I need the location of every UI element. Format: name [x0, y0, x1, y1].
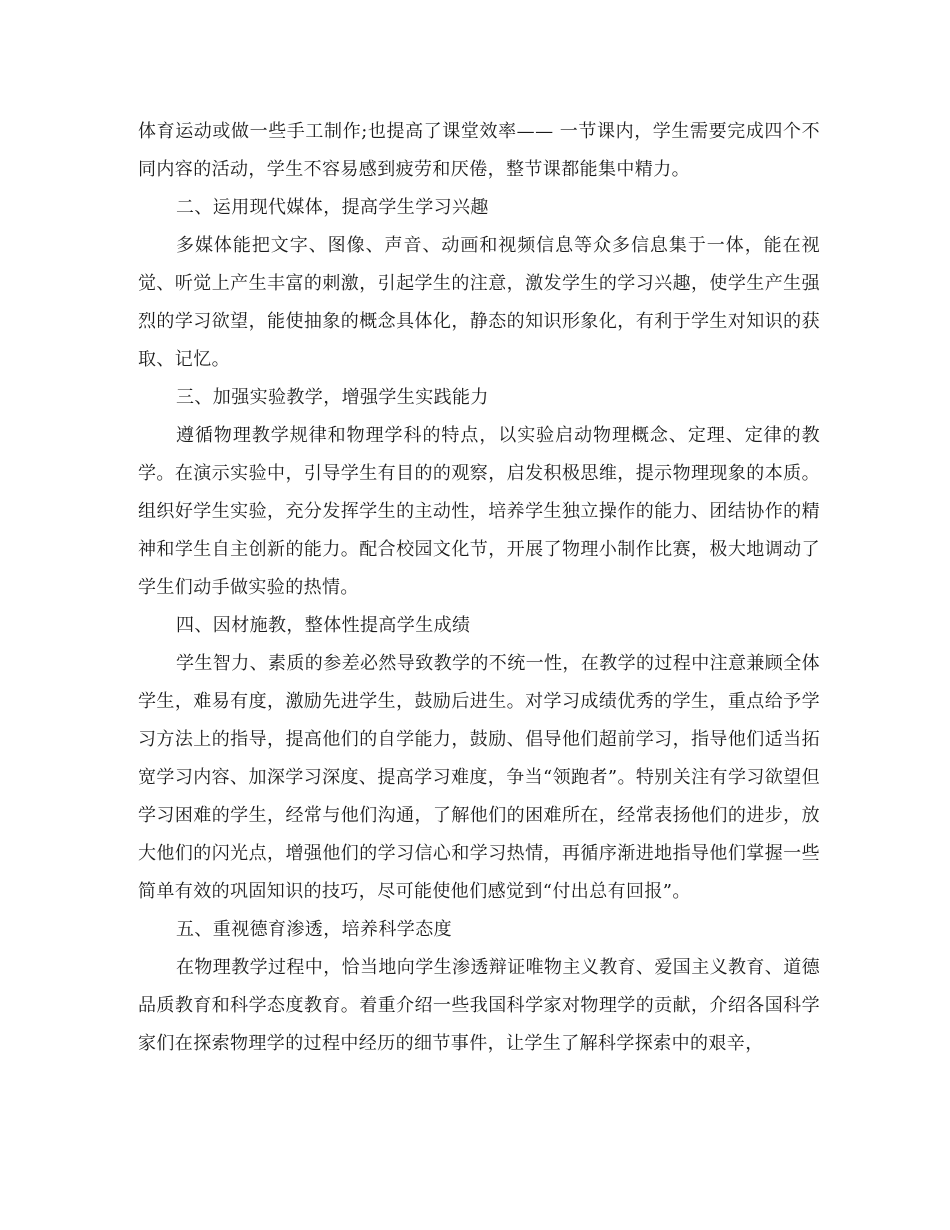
paragraph-differentiated-teaching: 学生智力、素质的参差必然导致教学的不统一性，在教学的过程中注意兼顾全体学生，难易有度，激励先进学生，鼓励后进生。对学习成绩优秀的学生，重点给予学习方法上的指导，提高他们的自学能力，鼓励、倡导他们超前学习，指导他们适当拓宽学习内容、加深学习深度、提高学习难度，争当“领跑者”。特别关注有学习欲望但学习困难的学生，经常与他们沟通，了解他们的困难所在，经常表扬他们的进步，放大他们的闪光点，增强他们的学习信心和学习热情，再循序渐进地指导他们掌握一些简单有效的巩固知识的技巧，尽可能使他们感觉到“付出总有回报”。 [138, 653, 820, 902]
paragraph-moral-education: 在物理教学过程中，恰当地向学生渗透辩证唯物主义教育、爱国主义教育、道德品质教育和科学态度教育。着重介绍一些我国科学家对物理学的贡献，介绍各国科学家们在探索物理学的过程中经历的细节事件，让学生了解科学探索中的艰辛， [138, 957, 820, 1054]
paragraph-multimedia: 多媒体能把文字、图像、声音、动画和视频信息等众多信息集于一体，能在视觉、听觉上产生丰富的刺激，引起学生的注意，激发学生的学习兴趣，使学生产生强烈的学习欲望，能使抽象的概念具体化，静态的知识形象化，有利于学生对知识的获取、记忆。 [138, 235, 820, 370]
document-body [138, 113, 820, 1063]
section-heading-5: 五、重视德育渗透，培养科学态度 [176, 919, 452, 940]
section-heading-2: 二、运用现代媒体，提高学生学习兴趣 [176, 197, 489, 218]
paragraph-continuation: 体育运动或做一些手工制作;也提高了课堂效率—— 一节课内，学生需要完成四个不同内容的活动，学生不容易感到疲劳和厌倦，整节课都能集中精力。 [138, 121, 820, 180]
paragraph-experiments: 遵循物理教学规律和物理学科的特点，以实验启动物理概念、定理、定律的教学。在演示实验中，引导学生有目的的观察，启发积极思维，提示物理现象的本质。组织好学生实验，充分发挥学生的主动性，培养学生独立操作的能力、团结协作的精神和学生自主创新的能力。配合校园文化节，开展了物理小制作比赛，极大地调动了学生们动手做实验的热情。 [138, 425, 820, 598]
section-heading-4: 四、因材施教，整体性提高学生成绩 [176, 615, 471, 636]
section-heading-3: 三、加强实验教学，增强学生实践能力 [176, 387, 489, 408]
